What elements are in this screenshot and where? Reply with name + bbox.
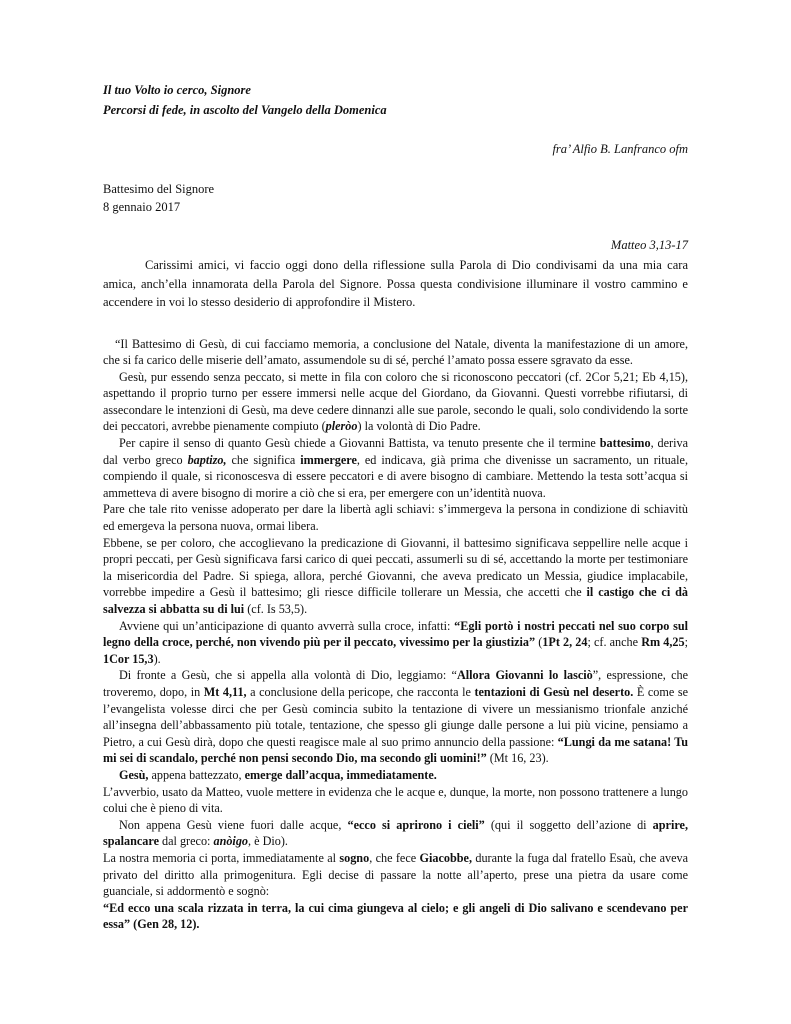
paragraph-8: Gesù, appena battezzato, emerge dall’acqua, immediatamente. — [119, 767, 437, 782]
paragraph-11: La nostra memoria ci porta, immediatamente al sogno, che fece Giacobbe, durante la fuga dal fratello Esaù, che aveva privato del diritto alla primogenitura. Egli decise di passare la notte all’aperto, prese una pietra da usare come guanciale, si addormentò e sognò: — [103, 850, 689, 899]
paragraph-5: Ebbene, se per coloro, che accoglievano la predicazione di Giovanni, il battesimo significava seppellire nelle acque i propri peccati, per Gesù significava farsi carico di quei peccati, assumerli su di sé, accettando la morte per testimoniare la misericordia del Padre. Si spiega, allora, perché Giovanni, che aveva predicato un Messia, giudice implacabile, vorrebbe impedire a Gesù il battesimo; gli riesce difficile tollerare un Messia, che accetti che il castigo che ci dà salvezza si abbatta su di lui (cf. Is 53,5). — [103, 535, 688, 616]
paragraph-9: L’avverbio, usato da Matteo, vuole mettere in evidenza che le acque e, dunque, la morte, non possono trattenere a lungo colui che è pieno di vita. — [103, 784, 688, 816]
intro-paragraph: Carissimi amici, vi faccio oggi dono della riflessione sulla Parola di Dio condivisami da una mia cara amica, anch’ella innamorata della Parola del Signore. Possa questa condivisione illuminare il vostro cammino e accendere in voi lo stesso desiderio di approfondire il Mistero. — [103, 258, 688, 309]
author-name: fra’ Alfio B. Lanfranco ofm — [552, 142, 688, 156]
paragraph-2: Gesù, pur essendo senza peccato, si mette in fila con coloro che si riconoscono peccatori (cf. 2Cor 5,21; Eb 4,15), aspettando il proprio turno per essere immersi nelle acque del Giordano, da Giovanni. Questi vorrebbe rifiutarsi, di assecondare le intenzioni di Gesù, ma deve cedere dinnanzi alle sue parole, secondo le quali, solo condividendo la sorte dei peccatori, avrebbe pienamente compiuto (pleròo) la volontà di Dio Padre. — [103, 369, 688, 434]
document-page — [103, 80, 688, 933]
reflection-body — [103, 336, 688, 933]
series-title: Il tuo Volto io cerco, Signore — [103, 83, 251, 97]
series-subtitle: Percorsi di fede, in ascolto del Vangelo della Domenica — [103, 103, 387, 117]
paragraph-3: Per capire il senso di quanto Gesù chiede a Giovanni Battista, va tenuto presente che il termine battesimo, deriva dal verbo greco baptizo, che significa immergere, ed indicava, già prima che divenisse un sacramento, un rituale, compiendo il quale, si riconoscesva di essere peccatori e di avere bisogno di cambiare. Mettendo la testa sott’acqua si ammetteva di avere bisogno di morire a ciò che si era, per emergere con un’identità nuova. — [103, 436, 688, 500]
occasion-date: 8 gennaio 2017 — [103, 200, 181, 214]
paragraph-1: “Il Battesimo di Gesù, di cui facciamo memoria, a conclusione del Natale, diventa la manifestazione di un amore, che si fa carico delle miserie dell’amato, assumendole su di sé, perché l’amato possa essere sgravato da esse. — [103, 336, 688, 368]
paragraph-10: Non appena Gesù viene fuori dalle acque, “ecco si aprirono i cieli” (qui il soggetto dell’azione di aprire, spalancare dal greco: anòigo, è Dio). — [103, 817, 688, 849]
occasion-block — [103, 180, 688, 216]
paragraph-12: “Ed ecco una scala rizzata in terra, la cui cima giungeva al cielo; e gli angeli di Dio salivano e scendevano per essa” (Gen 28, 12). — [103, 900, 688, 932]
paragraph-4: Pare che tale rito venisse adoperato per dare la libertà agli schiavi: s’immergeva la persona in condizione di schiavitù ed emergeva la persona nuova, ormai libera. — [103, 502, 688, 534]
occasion-name: Battesimo del Signore — [103, 182, 215, 196]
paragraph-7: Di fronte a Gesù, che si appella alla volontà di Dio, leggiamo: “Allora Giovanni lo lasciò”, espressione, che troveremo, dopo, in Mt 4,11, a conclusione della pericope, che racconta le tentazioni di Gesù nel deserto. È come se l’evangelista volesse dirci che per Gesù comincia subito la tentazione di vivere un messianismo trionfale anziché all’insegna dell’abbassamento più totale, tentazione, che spesso gli giunge dalle persone a lui più vicine, pensiamo a Pietro, a cui Gesù dirà, dopo che questi reagisce male al suo primo annuncio della passione: “Lungi da me satana! Tu mi sei di scandalo, perché non pensi secondo Dio, ma secondo gli uomini!” (Mt 16, 23). — [103, 668, 689, 766]
paragraph-6: Avviene qui un’anticipazione di quanto avverrà sulla croce, infatti: “Egli portò i nostri peccati nel suo corpo sul legno della croce, perché, non vivendo più per il peccato, vivessimo per la giustizia” (1Pt 2, 24; cf. anche Rm 4,25; 1Cor 15,3). — [103, 618, 688, 666]
scripture-reference: Matteo 3,13-17 — [610, 238, 688, 252]
